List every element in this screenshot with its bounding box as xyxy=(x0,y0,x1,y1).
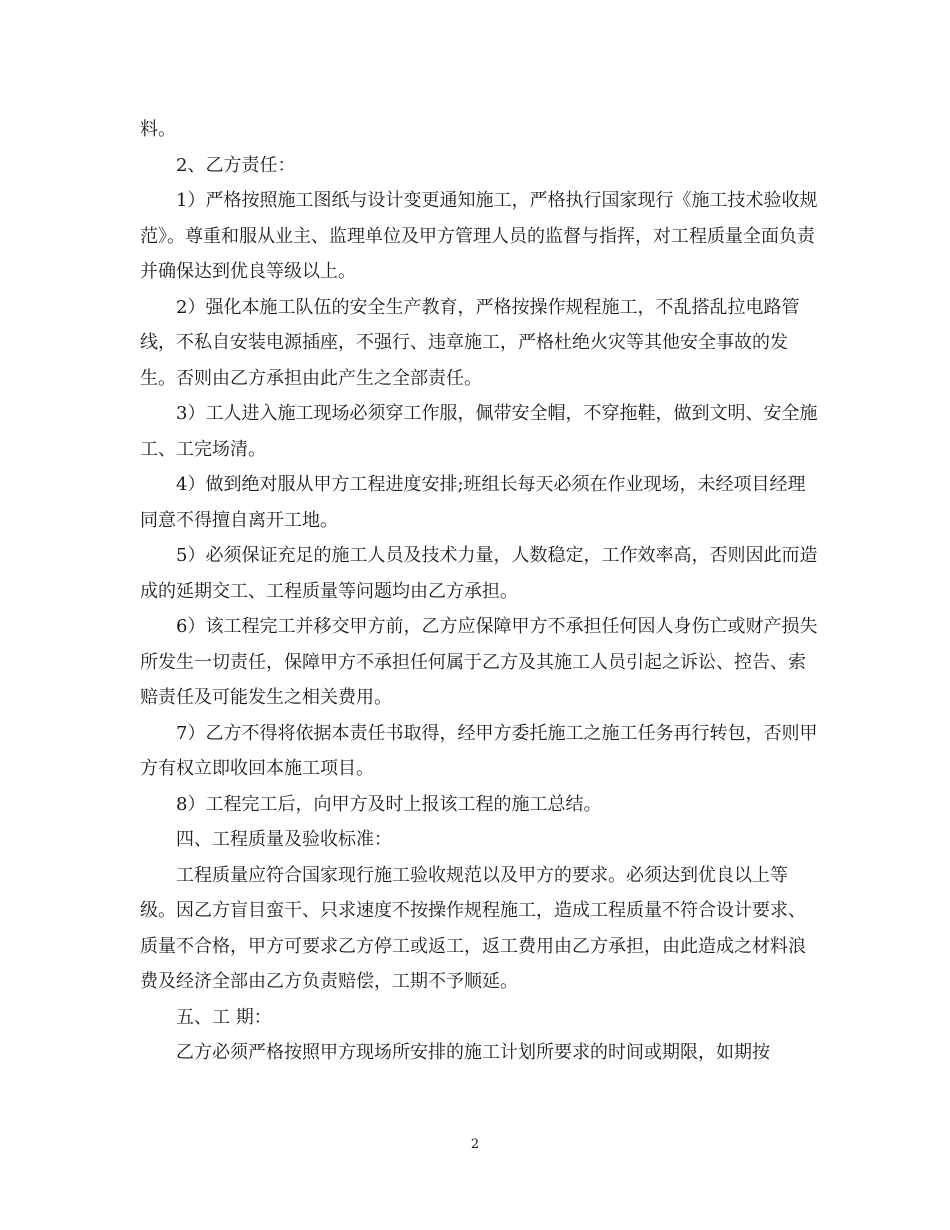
heading-quality-standards: 四、工程质量及验收标准： xyxy=(176,829,392,850)
clause-1: 1）严格按照施工图纸与设计变更通知施工，严格执行国家现行《施工技术验收规范》。尊重和服从业主、监理单位及甲方管理人员的监督与指挥，对工程质量全面负责并确保达到优良等级以上。 xyxy=(140,190,818,282)
clause-6: 6）该工程完工并移交甲方前，乙方应保障甲方不承担任何因人身伤亡或财产损失所发生一切责任，保障甲方不承担任何属于乙方及其施工人员引起之诉讼、控告、索赔责任及可能发生之相关费用。 xyxy=(140,616,818,708)
clause-8: 8）工程完工后，向甲方及时上报该工程的施工总结。 xyxy=(176,793,602,815)
clause-4: 4）做到绝对服从甲方工程进度安排;班组长每天必须在作业现场，未经项目经理同意不得擅自离开工地。 xyxy=(140,474,806,531)
clause-2: 2）强化本施工队伍的安全生产教育，严格按操作规程施工，不乱搭乱拉电路管线，不私自安装电源插座，不强行、违章施工，严格杜绝火灾等其他安全事故的发生。否则由乙方承担由此产生之全部责任。 xyxy=(140,296,800,389)
page-number: 2 xyxy=(470,1137,480,1152)
paragraph-continuation: 料。 xyxy=(140,119,176,140)
clause-7: 7）乙方不得将依据本责任书取得，经甲方委托施工之施工任务再行转包，否则甲方有权立即收回本施工项目。 xyxy=(140,722,818,779)
document-body xyxy=(140,112,820,1071)
heading-schedule: 五、工 期： xyxy=(176,1006,272,1028)
heading-party-b-responsibilities: 2、乙方责任： xyxy=(176,154,296,176)
clause-5: 5）必须保证充足的施工人员及技术力量，人数稳定，工作效率高，否则因此而造成的延期交工、工程质量等问题均由乙方承担。 xyxy=(140,545,818,602)
paragraph-schedule: 乙方必须严格按照甲方现场所安排的施工计划所要求的时间或期限，如期按 xyxy=(176,1042,770,1063)
clause-3: 3）工人进入施工现场必须穿工作服，佩带安全帽，不穿拖鞋，做到文明、安全施工、工完场清。 xyxy=(140,403,818,460)
paragraph-quality: 工程质量应符合国家现行施工验收规范以及甲方的要求。必须达到优良以上等级。因乙方盲目蛮干、只求速度不按操作规程施工，造成工程质量不符合设计要求、质量不合格，甲方可要求乙方停工或返工，返工费用由乙方承担，由此造成之材料浪费及经济全部由乙方负责赔偿，工期不予顺延。 xyxy=(140,864,806,992)
